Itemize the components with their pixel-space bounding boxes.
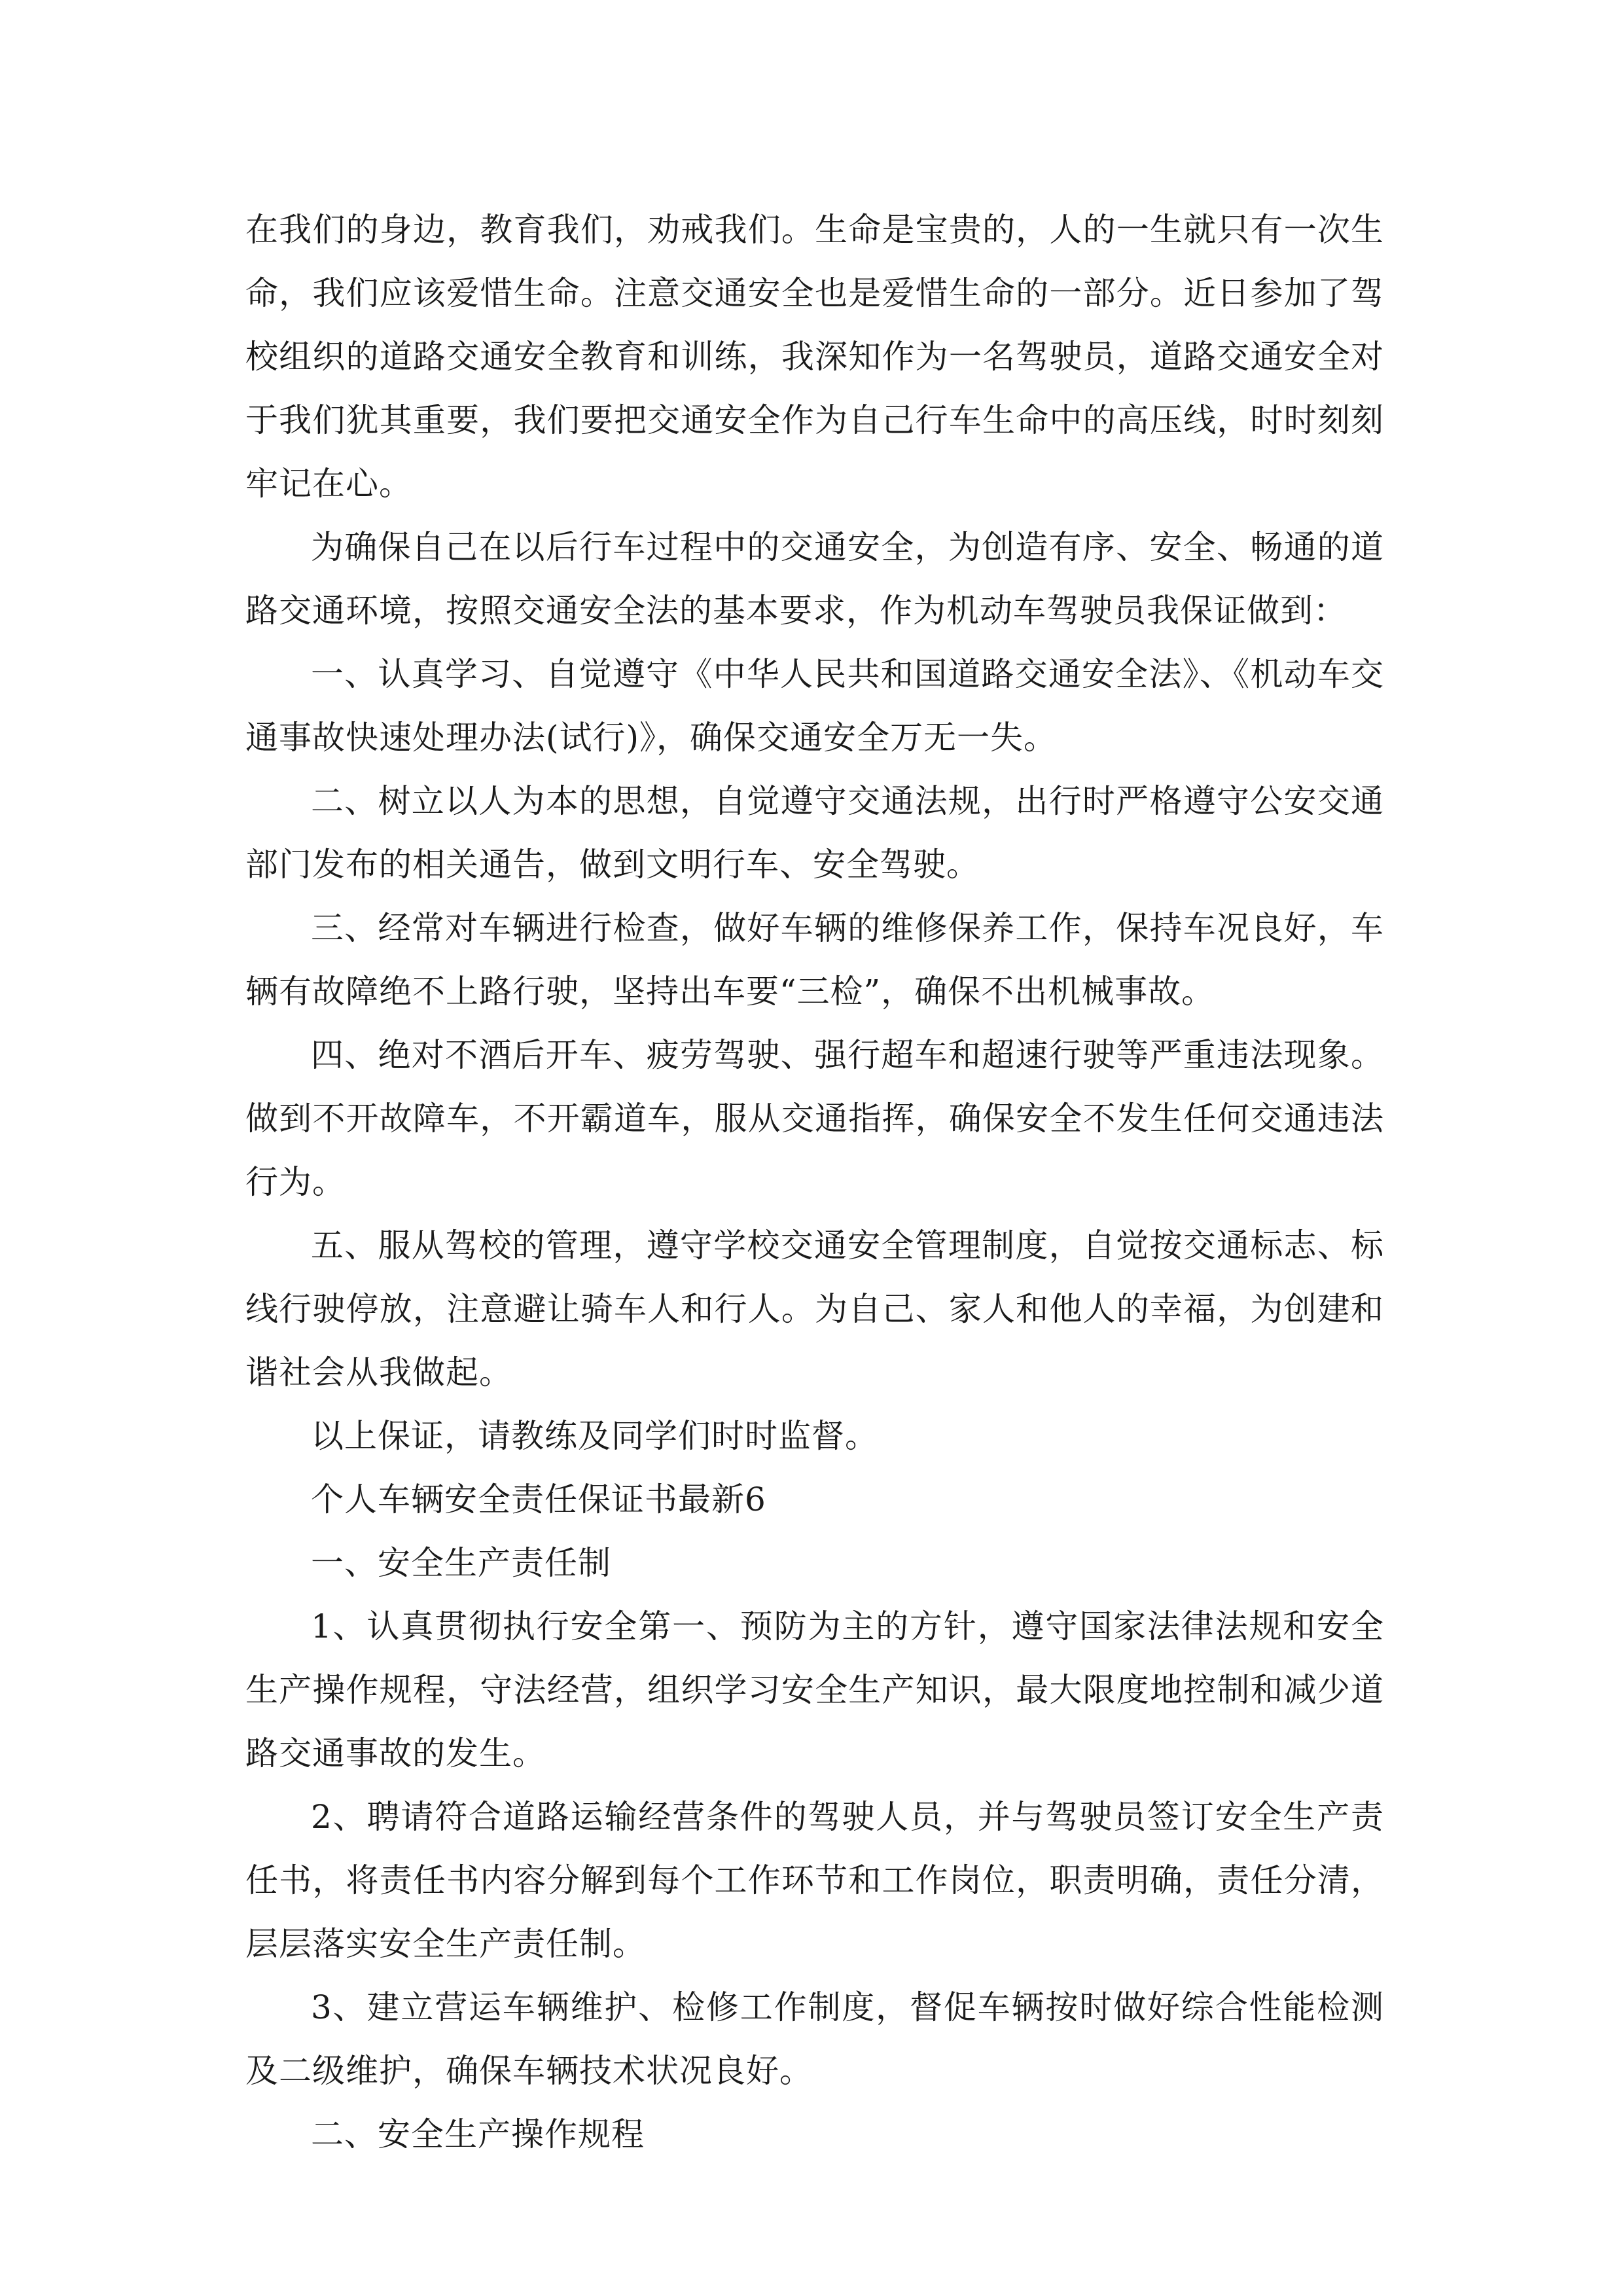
paragraph-item-2: 二、树立以人为本的思想，自觉遵守交通法规，出行时严格遵守公安交通部门发布的相关通告，做到文明行车、安全驾驶。 xyxy=(245,782,1384,884)
paragraph-closing: 以上保证，请教练及同学们时时监督。 xyxy=(311,1417,878,1455)
paragraph-intro: 为确保自己在以后行车过程中的交通安全，为创造有序、安全、畅通的道路交通环境，按照交通安全法的基本要求，作为机动车驾驶员我保证做到： xyxy=(245,528,1384,630)
section-heading-2: 二、安全生产操作规程 xyxy=(311,2115,645,2153)
paragraph-rule-2: 2、聘请符合道路运输经营条件的驾驶人员，并与驾驶员签订安全生产责任书，将责任书内容分解到每个工作环节和工作岗位，职责明确，责任分清，层层落实安全生产责任制。 xyxy=(245,1798,1384,1963)
paragraph-rule-3: 3、建立营运车辆维护、检修工作制度，督促车辆按时做好综合性能检测及二级维护，确保车辆技术状况良好。 xyxy=(245,1988,1384,2090)
section-heading-1: 一、安全生产责任制 xyxy=(311,1544,611,1582)
document-body xyxy=(245,198,1384,2166)
section-title: 个人车辆安全责任保证书最新6 xyxy=(311,1480,766,1518)
paragraph-item-5: 五、服从驾校的管理，遵守学校交通安全管理制度，自觉按交通标志、标线行驶停放，注意避让骑车人和行人。为自己、家人和他人的幸福，为创建和谐社会从我做起。 xyxy=(245,1227,1384,1391)
paragraph-item-4: 四、绝对不酒后开车、疲劳驾驶、强行超车和超速行驶等严重违法现象。做到不开故障车，不开霸道车，服从交通指挥，确保安全不发生任何交通违法行为。 xyxy=(245,1036,1384,1201)
paragraph-rule-1: 1、认真贯彻执行安全第一、预防为主的方针，遵守国家法律法规和安全生产操作规程，守法经营，组织学习安全生产知识，最大限度地控制和减少道路交通事故的发生。 xyxy=(245,1607,1384,1772)
paragraph-item-3: 三、经常对车辆进行检查，做好车辆的维修保养工作，保持车况良好，车辆有故障绝不上路行驶，坚持出车要“三检”，确保不出机械事故。 xyxy=(245,909,1384,1011)
paragraph-continued: 在我们的身边，教育我们，劝戒我们。生命是宝贵的，人的一生就只有一次生命，我们应该爱惜生命。注意交通安全也是爱惜生命的一部分。近日参加了驾校组织的道路交通安全教育和训练，我深知作为一名驾驶员，道路交通安全对于我们犹其重要，我们要把交通安全作为自己行车生命中的高压线，时时刻刻牢记在心。 xyxy=(245,211,1384,503)
paragraph-item-1: 一、认真学习、自觉遵守《中华人民共和国道路交通安全法》、《机动车交通事故快速处理办法(试行)》，确保交通安全万无一失。 xyxy=(245,655,1384,757)
